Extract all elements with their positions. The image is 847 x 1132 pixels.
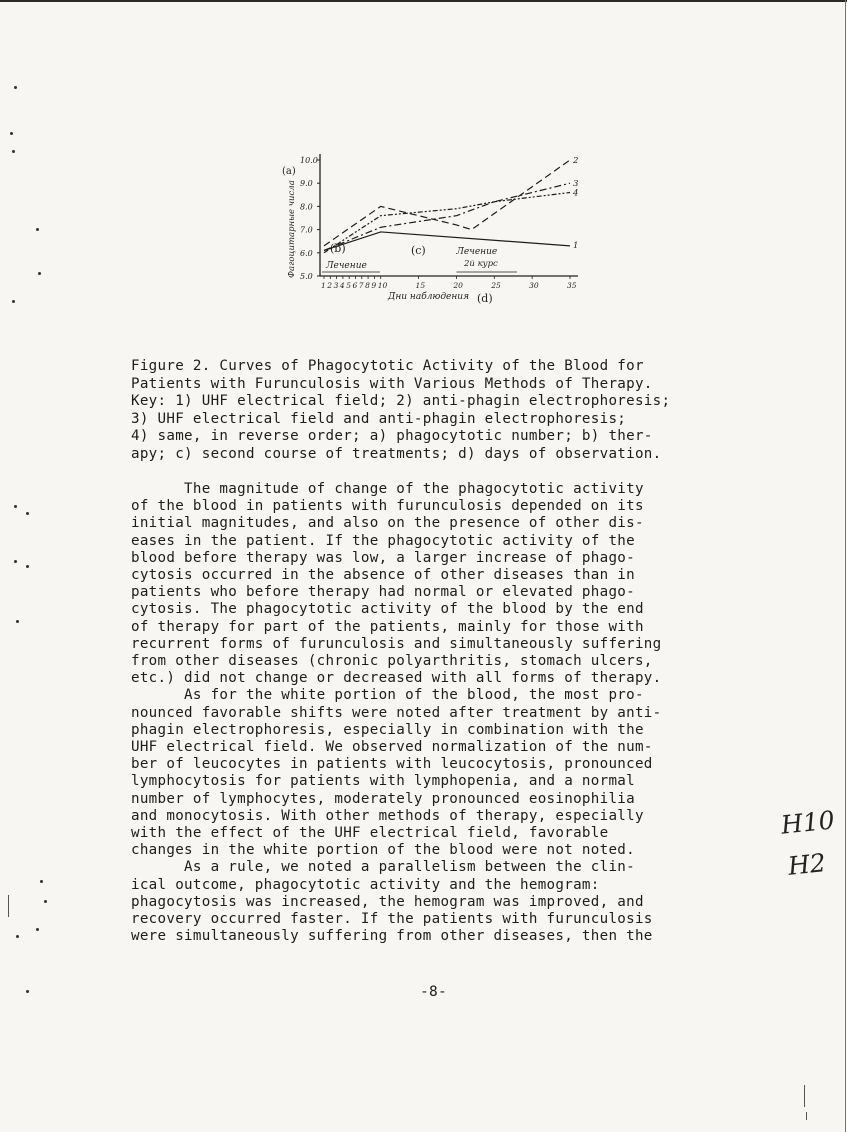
x-tick-label: 5 bbox=[346, 281, 351, 290]
series-line-3 bbox=[324, 183, 570, 250]
scan-speck bbox=[14, 505, 17, 508]
x-tick-label: 9 bbox=[371, 281, 377, 290]
body-paragraphs: The magnitude of change of the phagocytotic activity of the blood in patients with furunculosis depended on its initial magnitudes, and also on the presence of other dis- eases in the patient. If the phagocytotic activity of the blood before therapy was low, a larger increase of phago- cytosis occurred in the absence of other diseases than in patients who before therapy had normal or elevated phago- cytosis. The phagocytotic activity of the blood by the end of therapy for part of the patients, mainly for those with recurrent forms of furunculosis and simultaneously suffering from other diseases (chronic polyarthritis, stomach ulcers, etc.) did not change or decreased with all forms of therapy. As for the white portion of the blood, the most pro- nounced favorable shifts were noted after treatment by anti- phagin electrophoresis, especially in combination with the UHF electrical field. We observed normalization of the num- ber of leucocytes in patients with leucocytosis, pronounced lymphocytosis for patients with lymphopenia, and a normal number of lymphocytes, moderately pronounced eosinophilia and monocytosis. With other methods of therapy, especially with the effect of the UHF electrical field, favorable changes in the white portion of the blood were not noted. As a rule, we noted a parallelism between the clin- ical outcome, phagocytotic activity and the hemogram: phagocytosis was increased, the hemogram was improved, and recovery occurred faster. If the patients with furunculosis were simultaneously suffering from other diseases, then the bbox=[131, 481, 662, 945]
x-tick-label: 3 bbox=[333, 281, 339, 290]
second-course-label: Лечение bbox=[456, 247, 498, 257]
scan-speck bbox=[26, 990, 29, 993]
x-tick-label: 30 bbox=[529, 281, 539, 290]
scan-speck bbox=[44, 900, 47, 903]
y-axis-annotation: (a) bbox=[282, 166, 296, 177]
series-label-1: 1 bbox=[573, 240, 579, 251]
x-tick-label: 10 bbox=[377, 281, 388, 290]
scan-speck bbox=[38, 272, 41, 275]
scan-speck bbox=[10, 132, 13, 135]
scan-speck bbox=[26, 565, 29, 568]
handwritten-note-1: H10 bbox=[779, 805, 836, 840]
x-tick-label: 25 bbox=[491, 281, 501, 290]
y-tick-label: 8.0 bbox=[300, 202, 313, 212]
figure-caption: Figure 2. Curves of Phagocytotic Activity of the Blood for Patients with Furunculosis with Various Methods of Therapy. Key: 1) UHF electrical field; 2) anti-phagin electrophoresis; 3) UHF electrical field and anti-phagin electrophoresis; 4) same, in reverse order; a) phagocytotic number; b) ther- apy; c) second course of treatments; d) days of observation. bbox=[131, 358, 671, 462]
x-tick-label: 35 bbox=[567, 281, 577, 290]
second-course-c-label: (c) bbox=[410, 244, 426, 257]
scan-speck bbox=[36, 228, 39, 231]
scan-speck bbox=[26, 512, 29, 515]
x-tick-label: 15 bbox=[415, 281, 426, 290]
scan-speck bbox=[14, 560, 17, 563]
scan-mark bbox=[806, 1112, 807, 1120]
x-tick-label: 8 bbox=[365, 281, 370, 290]
scan-edge-top bbox=[0, 0, 847, 2]
scan-speck bbox=[16, 620, 19, 623]
y-tick-label: 7.0 bbox=[300, 225, 313, 235]
y-tick-label: 6.0 bbox=[300, 248, 313, 258]
second-course-sublabel: 2й курс bbox=[463, 259, 498, 269]
x-tick-label: 7 bbox=[358, 281, 364, 290]
x-tick-label: 20 bbox=[453, 281, 463, 290]
phagocytosis-chart bbox=[270, 148, 590, 318]
x-axis-label: Дни наблюдения bbox=[388, 292, 470, 302]
therapy-label: Лечение bbox=[326, 261, 367, 271]
scan-mark bbox=[8, 895, 9, 917]
x-tick-label: 2 bbox=[327, 281, 333, 290]
series-line-2 bbox=[324, 160, 570, 246]
scan-speck bbox=[14, 86, 17, 89]
therapy-b-label: (b) bbox=[330, 242, 346, 255]
x-tick-label: 1 bbox=[321, 281, 326, 290]
y-tick-label: 5.0 bbox=[300, 272, 313, 281]
scan-mark bbox=[804, 1085, 805, 1107]
y-axis-label: Фагоцитарные числа bbox=[287, 180, 297, 278]
scan-speck bbox=[16, 935, 19, 938]
series-label-4: 4 bbox=[573, 188, 579, 199]
scan-speck bbox=[12, 150, 15, 153]
handwritten-note-2: H2 bbox=[786, 848, 828, 881]
page-number: -8- bbox=[420, 984, 448, 1000]
x-tick-label: 6 bbox=[352, 281, 358, 290]
series-line-1 bbox=[324, 232, 570, 251]
x-tick-label: 4 bbox=[339, 281, 345, 290]
scan-speck bbox=[40, 880, 43, 883]
series-label-3: 3 bbox=[573, 179, 579, 190]
series-label-2: 2 bbox=[573, 156, 579, 166]
y-tick-label: 10.0 bbox=[300, 156, 318, 165]
scan-speck bbox=[12, 300, 15, 303]
chart-svg bbox=[270, 148, 590, 318]
scan-speck bbox=[36, 928, 39, 931]
x-axis-annotation: (d) bbox=[477, 292, 493, 305]
scan-edge-right bbox=[845, 0, 846, 1132]
y-tick-label: 9.0 bbox=[300, 179, 313, 189]
